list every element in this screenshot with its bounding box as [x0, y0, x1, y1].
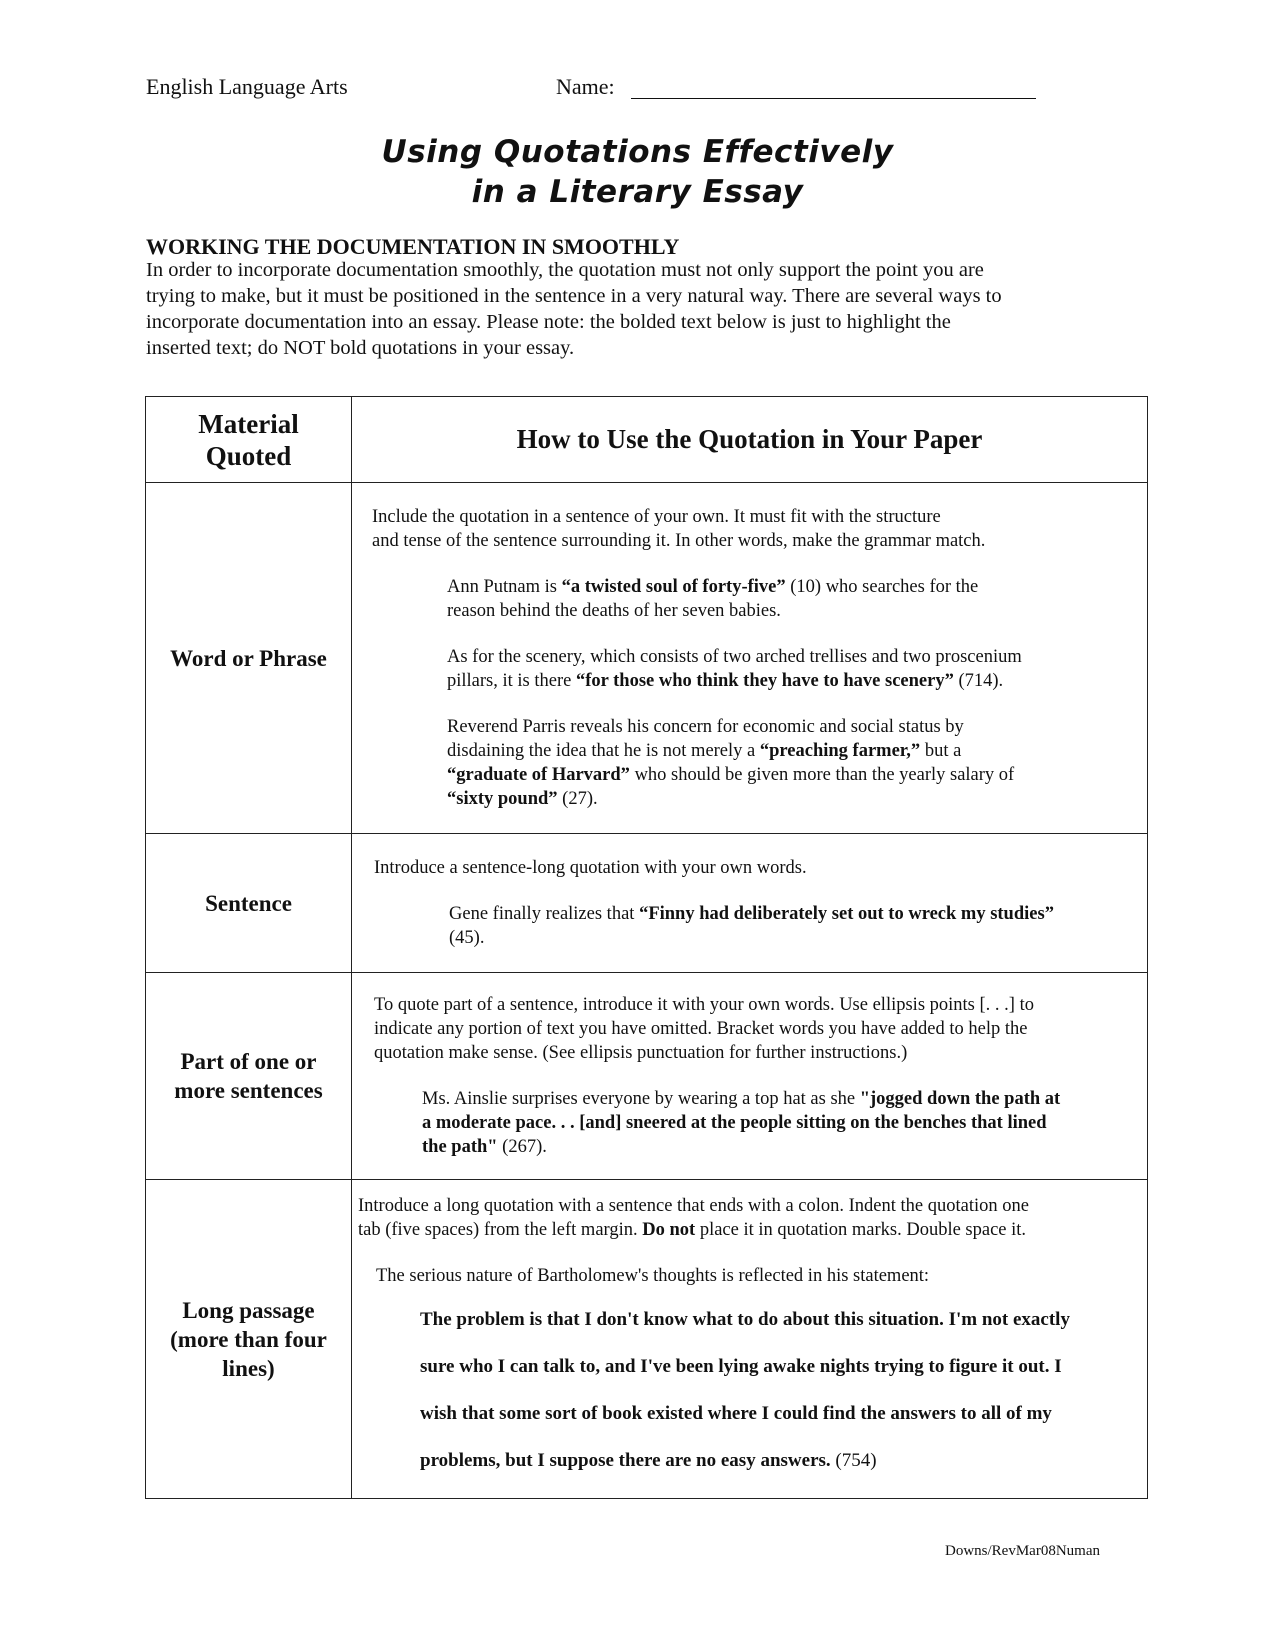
- instruction-line: To quote part of a sentence, introduce it with your own words. Use ellipsis points [. . .] to: [374, 995, 1034, 1015]
- example-line: disdaining the idea that he is not merely a “preaching farmer,” but a: [447, 741, 962, 761]
- intro-line: inserted text; do NOT bold quotations in your essay.: [146, 337, 575, 359]
- table-row: [146, 483, 1148, 834]
- row-label-line: more sentences: [174, 1078, 323, 1103]
- table-row: [146, 834, 1148, 973]
- page-title: [0, 132, 1275, 212]
- header-material-line2: Quoted: [205, 440, 292, 471]
- example-line: Ann Putnam is “a twisted soul of forty-five” (10) who searches for the: [447, 577, 979, 597]
- section-heading: WORKING THE DOCUMENTATION IN SMOOTHLY: [146, 234, 680, 259]
- example-line: Ms. Ainslie surprises everyone by wearing a top hat as she "jogged down the path at: [422, 1089, 1061, 1109]
- instruction-line: indicate any portion of text you have omitted. Bracket words you have added to help the: [374, 1019, 1028, 1039]
- intro-paragraph: [146, 257, 1146, 361]
- quote-line: problems, but I suppose there are no easy answers. (754): [420, 1450, 877, 1471]
- block-quotation: [358, 1296, 1147, 1484]
- example-line: a moderate pace. . . [and] sneered at the people sitting on the benches that lined: [422, 1113, 1047, 1133]
- title-line-1: Using Quotations Effectively: [381, 134, 894, 170]
- row-label-sentence: Sentence: [146, 834, 352, 973]
- instruction-line: Include the quotation in a sentence of your own. It must fit with the structure: [372, 507, 941, 527]
- instruction-line: Introduce a long quotation with a sentence that ends with a colon. Indent the quotation one: [358, 1196, 1029, 1216]
- instruction-line: and tense of the sentence surrounding it. In other words, make the grammar match.: [372, 531, 986, 551]
- header-material-line1: Material: [198, 408, 299, 439]
- example-line: As for the scenery, which consists of two arched trellises and two proscenium: [447, 647, 1022, 667]
- quote-line: The problem is that I don't know what to do about this situation. I'm not exactly: [420, 1309, 1070, 1330]
- row-label-word-or-phrase: Word or Phrase: [146, 483, 352, 834]
- row-label-line: (more than four: [170, 1326, 327, 1352]
- example-line: “graduate of Harvard” who should be given more than the yearly salary of: [447, 765, 1015, 785]
- quote-line: sure who I can talk to, and I've been lying awake nights trying to figure it out. I: [420, 1356, 1062, 1377]
- intro-line: In order to incorporate documentation smoothly, the quotation must not only support the point you are: [146, 259, 984, 281]
- table-row: [146, 973, 1148, 1180]
- example-line: Gene finally realizes that “Finny had deliberately set out to wreck my studies”: [449, 904, 1054, 924]
- quote-citation: (754): [830, 1450, 877, 1471]
- example-line: pillars, it is there “for those who think they have to have scenery” (714).: [447, 671, 1004, 691]
- table-row: [146, 1180, 1148, 1499]
- quotation-table: [145, 396, 1148, 1499]
- row-content: [352, 1180, 1148, 1499]
- row-label-part-of-sentences: [146, 973, 352, 1180]
- name-label: Name:: [556, 74, 615, 99]
- quote-line: wish that some sort of book existed where I could find the answers to all of my: [420, 1403, 1052, 1424]
- row-content: [352, 483, 1148, 834]
- row-label-long-passage: [146, 1180, 352, 1499]
- example-line: (45).: [449, 928, 485, 948]
- example-line: “sixty pound” (27).: [447, 789, 598, 809]
- row-label-line: Part of one or: [180, 1049, 317, 1074]
- row-content: [352, 834, 1148, 973]
- name-blank-line: [631, 98, 1036, 99]
- instruction-line: Introduce a sentence-long quotation with your own words.: [374, 858, 807, 878]
- subject-label: English Language Arts: [146, 74, 348, 99]
- row-content: [352, 973, 1148, 1180]
- example-line: the path" (267).: [422, 1137, 547, 1157]
- footer-credit: Downs/RevMar08Numan: [945, 1543, 1100, 1559]
- example-line: Reverend Parris reveals his concern for economic and social status by: [447, 717, 964, 737]
- row-label-line: lines): [222, 1355, 275, 1381]
- row-label-line: Long passage: [182, 1297, 315, 1323]
- instruction-line: quotation make sense. (See ellipsis punctuation for further instructions.): [374, 1043, 908, 1063]
- intro-line: incorporate documentation into an essay. Please note: the bolded text below is just to highlight the: [146, 311, 951, 333]
- header-how-to-use: How to Use the Quotation in Your Paper: [352, 397, 1148, 483]
- title-line-2: in a Literary Essay: [471, 174, 804, 210]
- table-header-row: [146, 397, 1148, 483]
- example-line: reason behind the deaths of her seven babies.: [447, 601, 781, 621]
- header-material-quoted: [146, 397, 352, 483]
- intro-line: trying to make, but it must be positioned in the sentence in a very natural way. There are several ways to: [146, 285, 1002, 307]
- instruction-line: tab (five spaces) from the left margin. Do not place it in quotation marks. Double space it.: [358, 1220, 1027, 1240]
- lead-sentence: The serious nature of Bartholomew's thoughts is reflected in his statement:: [376, 1266, 930, 1286]
